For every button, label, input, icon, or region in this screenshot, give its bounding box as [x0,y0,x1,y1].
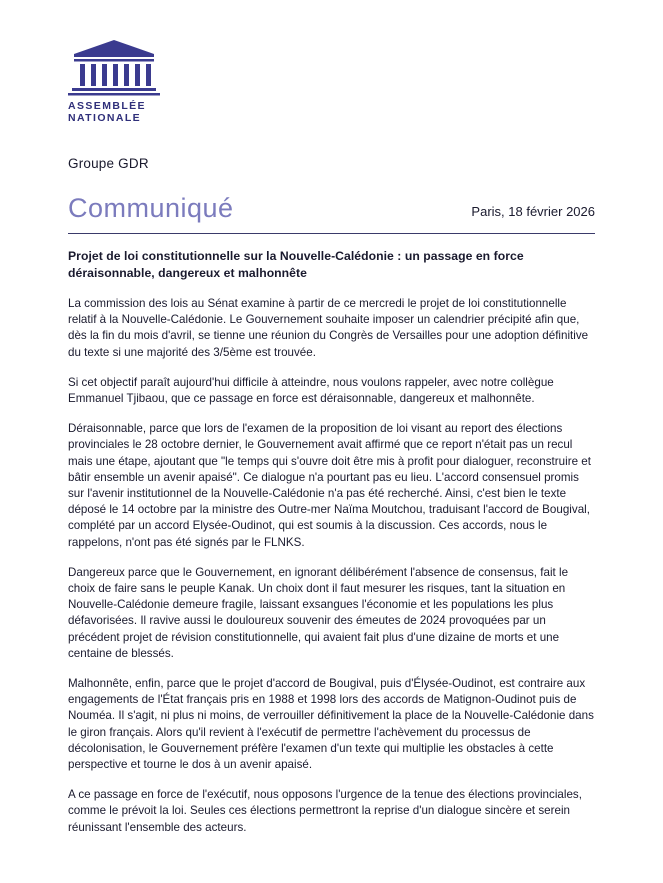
logo-wordmark-line1: ASSEMBLÉE [68,100,146,112]
title-row [68,193,595,223]
paragraph: Déraisonnable, parce que lors de l'examen de la proposition de loi visant au report des élections provinciales le 28 octobre dernier, le Gouvernement avait affirmé que ce report n'était pas un recul mais une étape, ajoutant que "le temps qui s'ouvre doit être mis à profit pour dialoguer, reconstruire et bâtir ensemble un avenir apaisé". Ce dialogue n'a pourtant pas eu lieu. L'accord consensuel promis sur l'avenir institutionnel de la Nouvelle-Calédonie n'a pas été recherché. Ainsi, c'est bien le texte déposé le 14 octobre par la ministre des Outre-mer Naïma Moutchou, traduisant l'accord de Bougival, complété par un accord Elysée-Oudinot, qui est soumis à la discussion. Ces accords, nous le rappelons, n'ont pas été signés par le FLNKS. [68,422,591,549]
header-divider [68,233,595,234]
logo-block [68,0,178,124]
paragraph: La commission des lois au Sénat examine à partir de ce mercredi le projet de loi constitutionnelle relatif à la Nouvelle-Calédonie. Le Gouvernement souhaite imposer un calendrier précipité afin que, dès la fin du mois d'avril, se tienne une réunion du Congrès de Versailles pour une adoption définitive du texte si une majorité des 3/5ème est trouvée. [68,297,589,359]
paragraph: Malhonnête, enfin, parce que le projet d'accord de Bougival, puis d'Élysée-Oudinot, est contraire aux engagements de l'État français pris en 1988 et 1998 lors des accords de Matignon-Oudinot puis de Nouméa. Il s'agit, ni plus ni moins, de verrouiller définitivement la place de la Nouvelle-Calédonie dans le giron français. Alors qu'il revient à l'exécutif de permettre l'achèvement du processus de décolonisation, le Gouvernement préfère l'examen d'un texte qui multiplie les obstacles à cette perspective et tourne le dos à un avenir apaisé. [68,677,594,772]
paragraph: Si cet objectif paraît aujourd'hui difficile à atteindre, nous voulons rappeler, avec notre collègue Emmanuel Tjibaou, que ce passage en force est déraisonnable, dangereux et malhonnête. [68,375,554,406]
page-title: Projet de loi constitutionnelle sur la Nouvelle-Calédonie : un passage en force déraisonnable, dangereux et malhonnête [68,249,524,280]
body-copy [68,296,595,836]
assemblee-nationale-logo-icon [68,38,160,96]
document-kind: Communiqué [68,193,234,223]
paragraph: A ce passage en force de l'exécutif, nous opposons l'urgence de la tenue des élections provinciales, comme le prévoit la loi. Seules ces élections permettront la reprise d'un dialogue sincère et serein réunissant l'ensemble des acteurs. [68,788,582,834]
logo-wordmark [68,100,178,124]
paragraph: Dangereux parce que le Gouvernement, en ignorant délibérément l'absence de consensus, fait le choix de faire sans le peuple Kanak. Un choix dont il faut mesurer les risques, tant la situation en Nouvelle-Calédonie demeure fragile, laissant exsangues l'économie et les populations les plus défavorisées. Il ravive aussi le douloureux souvenir des émeutes de 2024 provoquées par un précédent projet de révision constitutionnelle, qui avaient fait plus d'une dizaine de morts et une centaine de blessés. [68,565,569,660]
logo-wordmark-line2: NATIONALE [68,112,142,124]
group-name: Groupe GDR [68,156,149,171]
place-and-date: Paris, 18 février 2026 [471,204,595,219]
